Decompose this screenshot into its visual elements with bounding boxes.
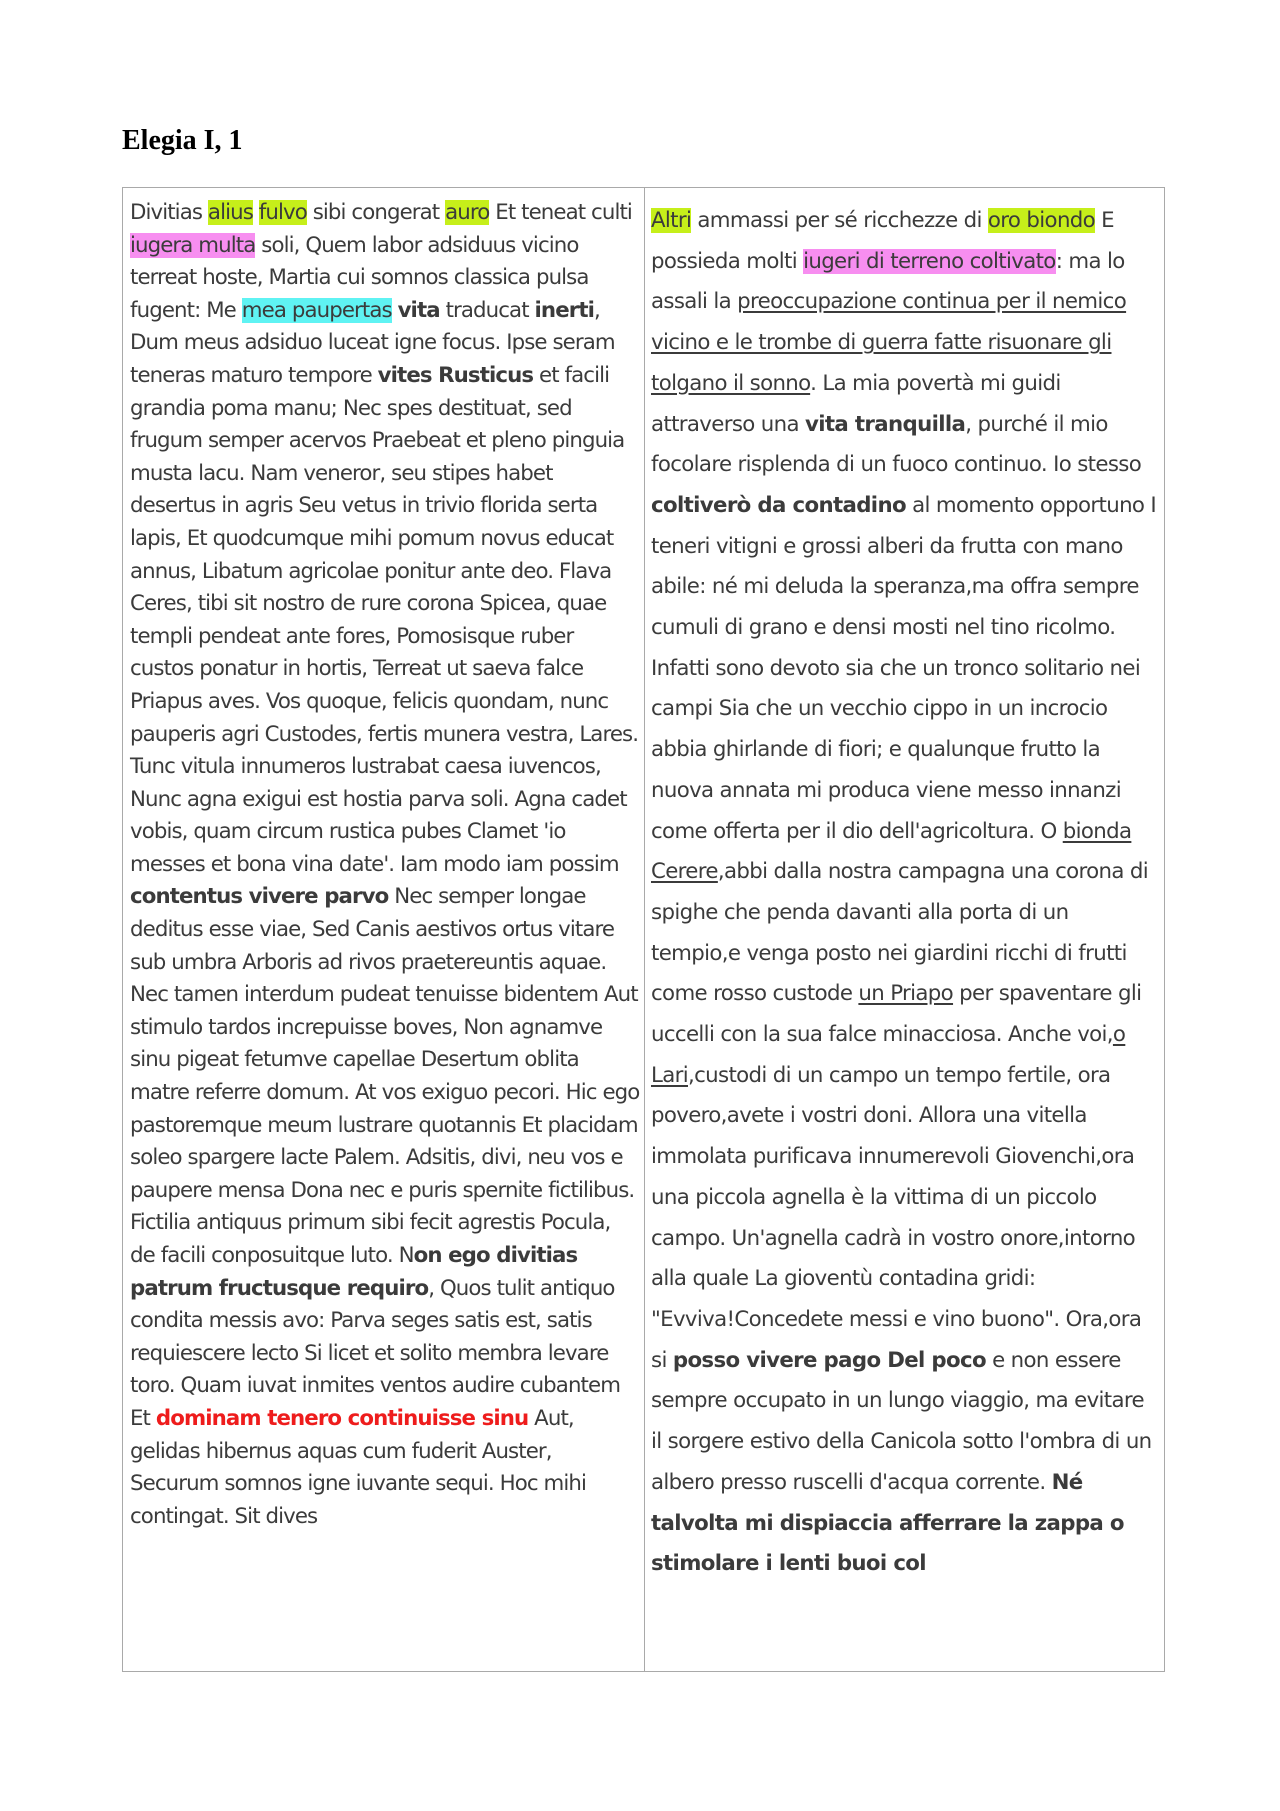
- translation-table: [122, 187, 1165, 1672]
- italian-text-segment: , purché il mio focolare risplenda di un fuoco continuo. Io stesso: [651, 411, 1142, 478]
- bold-inerti: inerti: [534, 297, 595, 323]
- italian-text-segment: al momento opportuno I teneri vitigni e grossi alberi da frutta con mano abile: né mi deluda la speranza,ma offra sempre cumuli di grano e densi mosti nel tino ricolmo. Infatti sono devoto sia che un tronco solitario nei campi Sia che un vecchio cippo in un incrocio abbia ghirlande di fiori; e qualunque frutto la nuova annata mi produca viene messo innanzi come offerta per il dio dell'agricoltura. O: [651, 492, 1157, 844]
- bold-ne-talvolta: Né talvolta mi dispiaccia afferrare la zappa o stimolare i lenti buoi col: [651, 1469, 1124, 1577]
- highlight-iugeri: iugeri di terreno coltivato: [803, 248, 1056, 274]
- latin-text-segment: et facili grandia poma manu; Nec spes destituat, sed frugum semper acervos Praebeat et pleno pinguia musta lacu. Nam veneror, seu stipes habet desertus in agris Seu vetus in trivio florida serta lapis, Et quodcumque mihi pomum novus educat annus, Libatum agricolae ponitur ante deo. Flava Ceres, tibi sit nostro de rure corona Spicea, quae templi pendeat ante fores, Pomosisque ruber custos ponatur in hortis, Terreat ut saeva falce Priapus aves. Vos quoque, felicis quondam, nunc pauperis agri Custodes, fertis munera vestra, Lares. Tunc vitula innumeros lustrabat caesa iuvencos, Nunc agna exigui est hostia parva soli. Agna cadet vobis, quam circum rustica pubes Clamet 'io messes et bona vina date'. Iam modo iam possim: [130, 362, 639, 877]
- latin-column: [123, 188, 645, 1671]
- bold-vita-tranquilla: vita tranquilla: [804, 411, 966, 437]
- italian-text-segment: . La mia povertà mi guidi attraverso una: [651, 370, 1061, 437]
- bold-coltivero: coltiverò da contadino: [651, 492, 906, 518]
- latin-text-segment: , Quos tulit antiquo condita messis avo: Parva seges satis est, satis requiescere lecto Si licet et solito membra levare toro. Quam iuvat inmites ventos audire cubantem Et: [130, 1275, 621, 1431]
- highlight-auro: auro: [445, 200, 490, 225]
- highlight-altri: Altri: [651, 208, 692, 233]
- latin-text-segment: Nec semper longae deditus esse viae, Sed Canis aestivos ortus vitare sub umbra Arboris ad rivos praetereuntis aquae. Nec tamen interdum pudeat tenuisse bidentem Aut stimulo tardos increpuisse boves, Non agnamve sinu pigeat fetumve capellae Desertum oblita matre referre domum. At vos exiguo pecori. Hic ego pastoremque meum lustrare quotannis Et placidam soleo spargere lacte Palem. Adsitis, divi, neu vos e paupere mensa Dona nec e puris spernite fictilibus. Fictilia antiquus primum sibi fecit agrestis Pocula, de facili conposuitque luto. N: [130, 884, 640, 1268]
- latin-text-segment: Aut, gelidas hibernus aquas cum fuderit Auster, Securum somnos igne iuvante sequi. Hoc mihi contingat. Sit dives: [130, 1405, 587, 1529]
- bold-vites-rusticus: vites Rusticus: [377, 362, 534, 388]
- bold-posso-vivere: posso vivere pago Del poco: [672, 1347, 986, 1373]
- italian-text-segment: per spaventare gli uccelli con la sua falce minacciosa. Anche voi,: [651, 981, 1142, 1048]
- underline-o-lari: o Lari: [651, 1022, 1126, 1088]
- latin-text-segment: [253, 200, 259, 225]
- highlight-alius: alius: [207, 200, 253, 225]
- underline-preoccupazione: preoccupazione continua per il nemico vicino e le trombe di guerra fatte risuonare gli tolgano il sonno: [651, 289, 1127, 396]
- red-dominam-tenero: dominam tenero continuisse sinu: [155, 1405, 529, 1431]
- highlight-mea-paupertas: mea paupertas: [241, 297, 392, 323]
- italian-text-segment: E possieda molti: [651, 208, 1114, 274]
- italian-column: [645, 188, 1164, 1671]
- italian-text-segment: ,custodi di un campo un tempo fertile, ora povero,avete i vostri doni. Allora una vitella immolata purificava innumerevoli Giovenchi,ora una piccola agnella è la vittima di un piccolo campo. Un'agnella cadrà in vostro onore,intorno alla quale La gioventù contadina gridi: "Evviva!Concedete messi e vino buono". Ora,ora si: [651, 1062, 1142, 1373]
- underline-bionda-cerere: bionda Cerere: [651, 818, 1132, 885]
- highlight-fulvo: fulvo: [258, 200, 307, 225]
- highlight-iugera-multa: iugera multa: [130, 232, 256, 258]
- italian-text-segment: e non essere sempre occupato in un lungo viaggio, ma evitare il sorgere estivo della Canicola sotto l'ombra di un albero presso ruscelli d'acqua corrente.: [651, 1347, 1152, 1495]
- latin-text-segment: , Dum meus adsiduo luceat igne focus. Ipse seram teneras maturo tempore: [130, 297, 615, 388]
- italian-text-segment: ,abbi dalla nostra campagna una corona di spighe che penda davanti alla porta di un tempio,e venga posto nei giardini ricchi di frutti come rosso custode: [651, 859, 1149, 1007]
- latin-text-segment: soli, Quem labor adsiduus vicino terreat hoste, Martia cui somnos classica pulsa fugent: Me: [130, 232, 589, 323]
- bold-contentus-vivere-parvo: contentus vivere parvo: [130, 884, 389, 910]
- latin-text: [130, 197, 640, 1533]
- bold-vita: vita: [397, 297, 440, 323]
- italian-text-segment: ammassi per sé ricchezze di: [691, 208, 988, 233]
- page-title: Elegia I, 1: [122, 125, 243, 156]
- italian-text-segment: : ma lo assali la: [651, 248, 1125, 315]
- bold-non-ego-divitias: on ego divitias patrum fructusque requiro: [130, 1243, 578, 1301]
- latin-text-segment: traducat: [439, 297, 535, 323]
- highlight-oro-biondo: oro biondo: [987, 208, 1096, 233]
- italian-text: [651, 201, 1160, 1585]
- latin-text-segment: Divitias: [130, 200, 208, 225]
- latin-text-segment: sibi congerat: [306, 200, 446, 225]
- underline-un-priapo: un Priapo: [858, 981, 954, 1007]
- latin-text-segment: Et teneat culti: [489, 200, 632, 225]
